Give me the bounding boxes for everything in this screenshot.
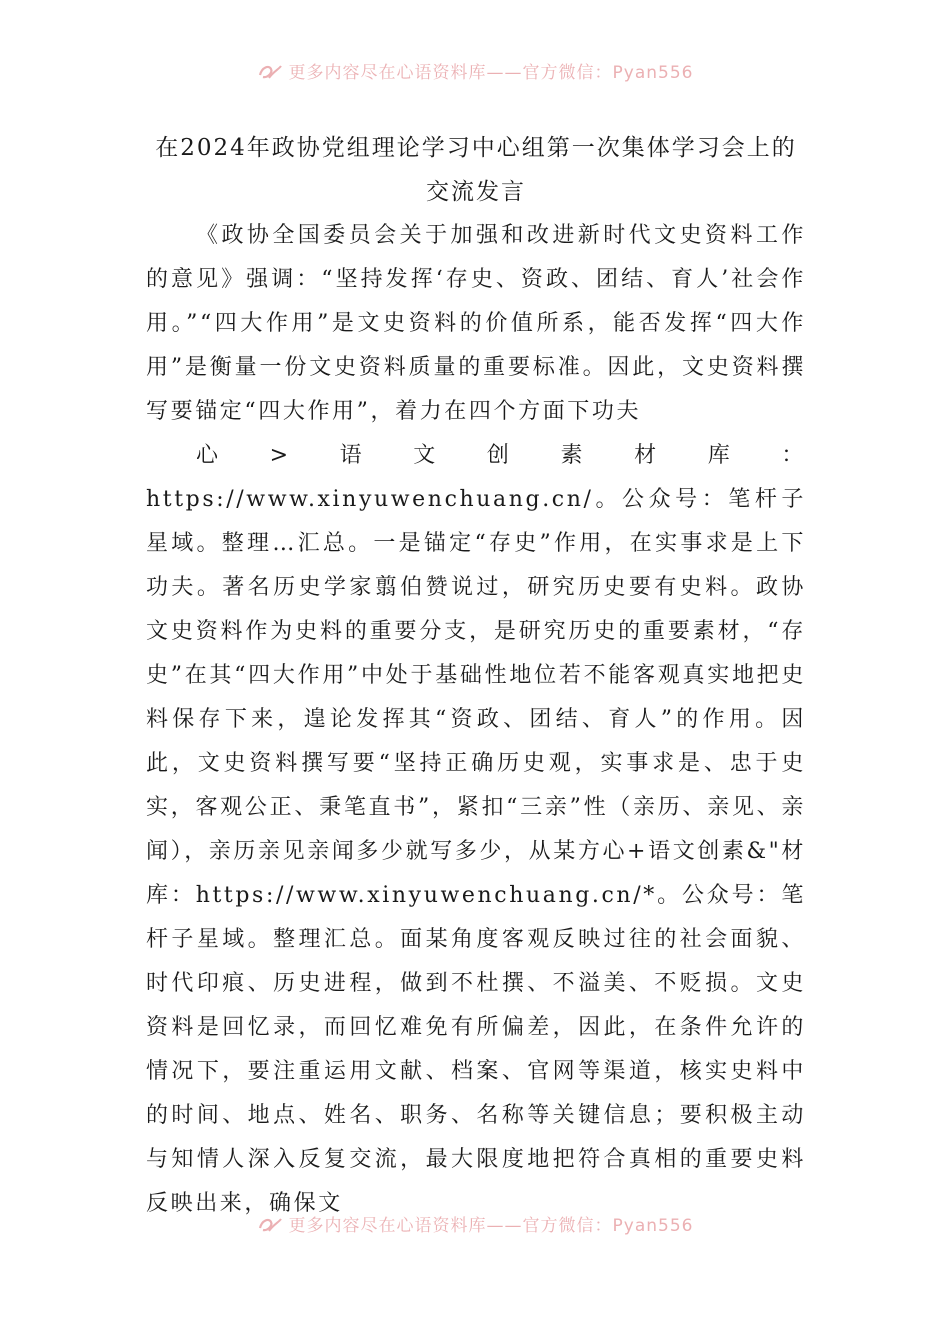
document-title-line-1: 在2024年政协党组理论学习中心组第一次集体学习会上的 — [155, 135, 797, 161]
watermark-logo-icon — [257, 63, 283, 81]
document-page — [146, 126, 806, 1226]
paragraph-2: 心>语文创素材库：https://www.xinyuwenchuang.cn/。公众号：笔杆子星域。整理…汇总。一是锚定“存史”作用，在实事求是上下功夫。著名历史学家翦伯赞说过，研究历史要有史料。政协文史资料作为史料的重要分支，是研究历史的重要素材，“存史”在其“四大作用”中处于基础性地位若不能客观真实地把史料保存下来，遑论发挥其“资政、团结、育人”的作用。因此，文史资料撰写要“坚持正确历史观，实事求是、忠于史实，客观公正、秉笔直书”，紧扣“三亲”性（亲历、亲见、亲闻），亲历亲见亲闻多少就写多少，从某方心+语文创素&"材库：https://www.xinyuwenchuang.cn/*。公众号：笔杆子星域。整理汇总。面某角度客观反映过往的社会面貌、时代印痕、历史进程，做到不杜撰、不溢美、不贬损。文史资料是回忆录，而回忆难免有所偏差，因此，在条件允许的情况下，要注重运用文献、档案、官网等渠道，核实史料中的时间、地点、姓名、职务、名称等关键信息；要积极主动与知情人深入反复交流，最大限度地把符合真相的重要史料反映出来，确保文 — [146, 443, 806, 1216]
watermark-header — [0, 58, 950, 83]
watermark-text: 更多内容尽在心语资料库——官方微信：Pyan556 — [288, 1216, 694, 1236]
watermark-logo-icon — [257, 1216, 283, 1234]
watermark-footer — [0, 1211, 950, 1236]
watermark-text: 更多内容尽在心语资料库——官方微信：Pyan556 — [288, 63, 694, 83]
paragraph-1: 《政协全国委员会关于加强和改进新时代文史资料工作的意见》强调：“坚持发挥‘存史、资政、团结、育人’社会作用。”“四大作用”是文史资料的价值所系，能否发挥“四大作用”是衡量一份文史资料质量的重要标准。因此，文史资料撰写要锚定“四大作用”，着力在四个方面下功夫 — [146, 223, 806, 424]
document-title-line-2: 交流发言 — [426, 179, 526, 205]
